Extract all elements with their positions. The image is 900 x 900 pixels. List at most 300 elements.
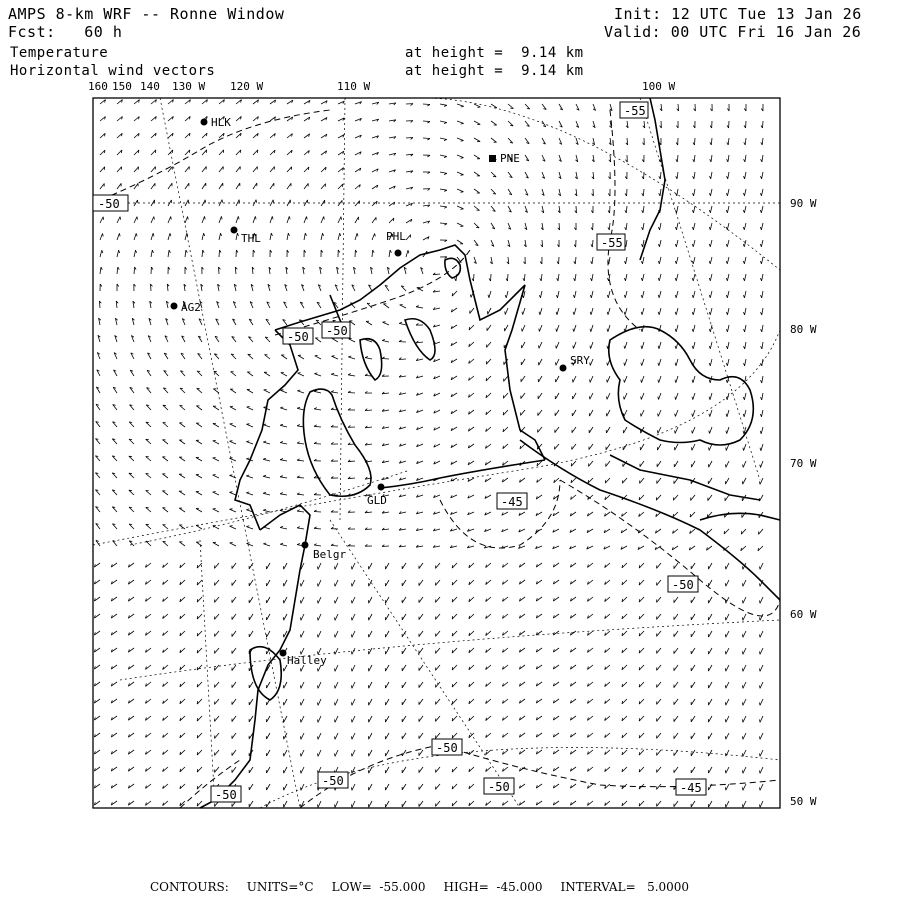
wind-vector-head [760, 465, 761, 468]
wind-vector-head [539, 345, 540, 348]
wind-vector-head [169, 250, 170, 253]
wind-vector [383, 322, 389, 325]
wind-vector [457, 121, 464, 123]
wind-vector-head [221, 233, 222, 236]
wind-vector-head [263, 543, 266, 544]
wind-vector [625, 342, 627, 349]
wind-vector-head [639, 599, 640, 602]
wind-vector [674, 563, 678, 569]
wind-vector-head [760, 634, 761, 637]
lon-label: 100 W [642, 80, 676, 93]
wind-vector [284, 784, 287, 790]
wind-vector [335, 750, 338, 756]
wind-vector [331, 392, 338, 393]
wind-vector-head [624, 278, 625, 281]
wind-vector-head [246, 441, 249, 442]
wind-vector-head [607, 295, 608, 298]
wind-vector-head [318, 685, 319, 688]
wind-vector [521, 359, 525, 365]
wind-vector [335, 597, 338, 603]
wind-vector-head [743, 448, 744, 451]
wind-vector-head [590, 346, 591, 349]
wind-vector-head [297, 407, 300, 408]
station-marker [201, 119, 208, 126]
wind-vector [743, 699, 746, 705]
wind-vector [761, 240, 763, 247]
wind-vector [369, 716, 372, 722]
wind-vector [117, 267, 118, 274]
wind-vector-head [675, 363, 676, 366]
wind-vector-head [726, 448, 727, 451]
wind-vector-head [607, 312, 608, 315]
wind-vector [151, 167, 156, 172]
wind-vector [419, 699, 423, 705]
wind-vector-head [743, 227, 744, 230]
wind-vector-head [272, 216, 273, 219]
wind-vector [213, 475, 219, 478]
wind-vector [117, 250, 119, 257]
wind-vector-head [452, 599, 453, 602]
wind-vector [284, 801, 287, 807]
wind-vector [301, 580, 304, 586]
wind-vector-head [469, 327, 470, 330]
wind-vector [743, 631, 746, 637]
wind-vector-head [709, 414, 710, 417]
wind-vector [693, 274, 695, 281]
high-label: HIGH= -45.000 [443, 880, 543, 894]
wind-vector [709, 631, 713, 637]
wind-vector [304, 183, 308, 189]
wind-vector-head [452, 667, 453, 670]
wind-vector-head [658, 244, 659, 247]
wind-vector-head [444, 123, 447, 124]
wind-vector [314, 512, 321, 513]
wind-vector [213, 458, 219, 461]
wind-vector [280, 443, 287, 444]
wind-vector-head [760, 685, 761, 688]
wind-vector [743, 665, 746, 671]
station-label: PNE [500, 152, 520, 165]
wind-vector-head [641, 312, 642, 315]
wind-vector [710, 410, 712, 417]
wind-vector [538, 427, 542, 432]
wind-vector [100, 267, 101, 274]
wind-vector-head [743, 244, 744, 247]
wind-vector-head [341, 217, 342, 220]
wind-vector-head [709, 397, 710, 400]
wind-vector [474, 172, 480, 176]
wind-vector [608, 308, 610, 315]
wind-vector [297, 460, 304, 461]
wind-vector [726, 665, 729, 671]
wind-vector [556, 342, 559, 348]
wind-vector [693, 393, 695, 400]
wind-vector [727, 410, 729, 417]
wind-vector-head [348, 374, 351, 375]
lon-label: 140 [140, 80, 160, 93]
wind-vector [284, 682, 287, 688]
wind-vector [402, 801, 406, 807]
wind-vector [297, 477, 304, 478]
wind-vector-head [726, 363, 727, 366]
wind-vector [219, 250, 220, 257]
wind-vector-head [743, 397, 744, 400]
wind-vector-head [709, 329, 710, 332]
wind-vector-head [305, 233, 306, 236]
wind-vector [440, 121, 447, 123]
wind-vector-head [375, 234, 376, 237]
wind-vector [710, 427, 713, 434]
wind-vector-head [477, 107, 480, 108]
wind-vector [386, 699, 390, 705]
wind-vector [352, 665, 355, 671]
lat-label: 90 W [790, 197, 817, 210]
wind-vector [640, 444, 644, 450]
wind-vector [230, 441, 236, 444]
wind-vector-head [444, 190, 447, 191]
wind-vector [386, 716, 390, 722]
wind-vector-head [639, 786, 640, 789]
wind-vector-head [365, 357, 368, 358]
wind-vector [284, 580, 287, 586]
field-label-wind: Horizontal wind vectors [10, 63, 216, 79]
wind-vector-head [318, 753, 319, 756]
wind-vector [318, 733, 321, 739]
wind-vector [727, 427, 729, 434]
wind-vector-head [675, 397, 676, 400]
wind-vector [592, 240, 593, 247]
wind-vector [675, 427, 678, 433]
wind-vector [179, 423, 185, 427]
wind-vector [642, 376, 645, 383]
wind-vector-head [297, 527, 300, 528]
wind-vector [213, 492, 219, 495]
wind-vector [508, 274, 509, 281]
wind-vector-head [280, 476, 283, 477]
wind-vector [760, 801, 763, 807]
wind-vector [402, 716, 406, 722]
wind-vector [762, 325, 763, 332]
wind-vector [572, 410, 576, 416]
wind-vector-head [452, 718, 453, 721]
wind-vector [253, 183, 257, 189]
wind-vector-head [726, 312, 727, 315]
wind-vector [249, 716, 253, 722]
wind-vector-head [240, 150, 241, 153]
wind-vector [281, 355, 287, 359]
wind-vector [762, 274, 763, 281]
wind-vector-head [761, 329, 762, 332]
wind-vector-head [573, 329, 574, 332]
wind-vector [267, 716, 271, 722]
wind-vector [423, 121, 430, 122]
wind-vector [487, 325, 491, 331]
wind-vector-head [641, 397, 642, 400]
wind-vector [335, 682, 338, 688]
wind-vector-head [163, 405, 166, 406]
wind-vector [474, 104, 480, 107]
wind-vector [745, 189, 747, 196]
wind-vector [659, 393, 662, 400]
wind-vector [589, 444, 593, 450]
station-label: THL [241, 232, 261, 245]
wind-vector-head [607, 363, 608, 366]
wind-vector-head [709, 227, 710, 230]
wind-vector [760, 733, 763, 739]
wind-vector-head [510, 125, 513, 126]
wind-vector [436, 614, 441, 619]
wind-vector [249, 631, 253, 637]
wind-vector [728, 308, 730, 315]
wind-vector [677, 223, 679, 230]
wind-vector [440, 223, 447, 224]
wind-vector [436, 733, 441, 738]
wind-vector [348, 393, 355, 394]
wind-vector [419, 784, 423, 790]
wind-vector [352, 716, 355, 722]
wind-vector [400, 305, 406, 308]
wind-vector [539, 342, 542, 348]
wind-vector [709, 614, 713, 620]
wind-vector [710, 342, 712, 349]
wind-vector-head [743, 414, 744, 417]
contour-legend [150, 880, 707, 894]
wind-vector [263, 510, 270, 512]
wind-vector-head [641, 329, 642, 332]
wind-vector-head [452, 650, 453, 653]
wind-vector [168, 183, 172, 189]
wind-vector-head [318, 702, 319, 705]
wind-vector-head [760, 617, 761, 620]
wind-vector [281, 373, 287, 376]
wind-vector-head [230, 492, 233, 493]
wind-vector-head [452, 803, 453, 806]
wind-vector-head [452, 786, 453, 789]
wind-vector [643, 189, 644, 196]
wind-vector-head [641, 278, 642, 281]
wind-vector-head [188, 217, 189, 220]
wind-vector [538, 410, 542, 416]
wind-vector [676, 274, 678, 281]
wind-vector [727, 359, 729, 366]
wind-vector [179, 440, 185, 444]
wind-vector-head [760, 600, 761, 603]
wind-vector [572, 427, 576, 433]
wind-vector-head [335, 736, 336, 739]
wind-vector [676, 359, 678, 366]
wind-vector [179, 474, 185, 478]
wind-vector-head [146, 541, 149, 542]
wind-vector-head [556, 295, 557, 298]
wind-vector [117, 233, 119, 240]
wind-vector [406, 250, 408, 257]
wind-vector [709, 580, 713, 586]
wind-vector [314, 545, 321, 546]
wind-vector-head [709, 363, 710, 366]
wind-vector-head [197, 650, 198, 653]
wind-vector [386, 733, 390, 739]
wind-vector-head [280, 424, 283, 425]
wind-vector-head [639, 752, 640, 755]
wind-vector [762, 410, 764, 417]
wind-vector-head [760, 651, 761, 654]
wind-vector [267, 733, 271, 739]
wind-vector [419, 716, 423, 722]
wind-vector [365, 358, 372, 359]
wind-vector [676, 291, 678, 298]
wind-vector [304, 217, 307, 224]
wind-vector-field [94, 100, 763, 808]
wind-vector [301, 614, 304, 620]
wind-vector [267, 563, 271, 569]
wind-vector [521, 393, 525, 399]
wind-vector-head [271, 233, 272, 236]
wind-vector [709, 665, 713, 671]
wind-vector [338, 217, 341, 223]
wind-vector [760, 716, 763, 722]
wind-vector-head [332, 356, 335, 357]
wind-vector [762, 138, 763, 145]
wind-vector [163, 440, 169, 444]
wind-vector [301, 716, 304, 722]
wind-vector [314, 426, 321, 427]
wind-vector [383, 304, 389, 308]
wind-vector-head [726, 295, 727, 298]
station-label: PHL [386, 230, 406, 243]
wind-vector [760, 699, 763, 705]
wind-vector [743, 614, 746, 620]
wind-vector-head [246, 458, 249, 459]
wind-vector-head [675, 295, 676, 298]
wind-vector [196, 458, 202, 462]
wind-vector-head [171, 217, 172, 220]
wind-vector [232, 665, 236, 671]
wind-vector [743, 648, 746, 654]
wind-vector [693, 342, 695, 349]
wind-vector [335, 699, 338, 705]
wind-vector-head [590, 379, 591, 382]
wind-vector [710, 308, 712, 315]
wind-vector [419, 682, 423, 688]
wind-vector [709, 444, 712, 450]
wind-vector [440, 189, 447, 190]
wind-vector-head [761, 397, 762, 400]
coats-land-coast [609, 327, 754, 445]
wind-vector [402, 648, 406, 654]
wind-vector [202, 250, 203, 257]
wind-vector-head [658, 278, 659, 281]
wind-vector [297, 391, 304, 393]
wind-vector-head [658, 227, 659, 230]
contour-label: -50 [436, 741, 458, 755]
wind-vector [219, 183, 223, 189]
wind-vector [100, 184, 104, 190]
wind-vector [659, 342, 661, 349]
wind-vector [657, 801, 661, 806]
wind-vector [196, 542, 202, 546]
wind-vector [590, 393, 593, 399]
wind-vector-head [744, 346, 745, 349]
wind-vector [389, 250, 390, 257]
wind-vector [304, 233, 305, 240]
wind-vector [196, 406, 202, 410]
wind-vector-head [297, 425, 300, 426]
wind-vector-head [230, 509, 233, 510]
wind-vector [745, 274, 747, 281]
wind-vector [726, 801, 729, 807]
wind-vector [230, 492, 237, 495]
wind-vector-head [760, 787, 761, 790]
wind-vector [270, 167, 275, 172]
wind-vector [657, 597, 661, 602]
wind-vector-head [760, 583, 761, 586]
contour-label: -50 [672, 578, 694, 592]
wind-vector [624, 410, 627, 416]
wind-vector-head [152, 250, 153, 253]
wind-vector-head [744, 329, 745, 332]
wind-vector [301, 597, 304, 603]
wind-vector [711, 155, 712, 162]
lat-label: 50 W [790, 795, 817, 808]
wind-vector [640, 461, 644, 467]
wind-vector [660, 172, 661, 179]
wind-vector [606, 444, 610, 450]
wind-vector [728, 189, 730, 196]
wind-vector-head [460, 209, 463, 210]
wind-vector-head [761, 176, 762, 179]
wind-vector [760, 631, 763, 637]
wind-vector [419, 733, 423, 739]
wind-vector [335, 580, 338, 586]
wind-vector [759, 529, 764, 534]
wind-vector [694, 206, 696, 213]
wind-vector-head [452, 684, 453, 687]
wind-vector [249, 614, 253, 620]
wind-vector-head [607, 396, 608, 399]
wind-vector-head [726, 278, 727, 281]
wind-vector [232, 597, 236, 603]
wind-vector-head [318, 736, 319, 739]
wind-vector-head [197, 667, 198, 670]
wind-vector-head [760, 193, 761, 196]
wind-vector [215, 699, 220, 704]
wind-vector [315, 338, 321, 342]
wind-vector-head [641, 295, 642, 298]
wind-vector [744, 206, 746, 213]
wind-vector [318, 597, 321, 603]
wind-vector [728, 172, 729, 179]
wind-vector [726, 648, 729, 654]
wind-vector-head [760, 431, 761, 434]
station-label: SRY [570, 354, 590, 367]
wind-vector [352, 614, 355, 620]
wind-vector [162, 457, 168, 461]
wind-vector [436, 648, 441, 653]
height-label-2: at height = 9.14 km [405, 63, 584, 79]
wind-vector-head [318, 583, 319, 586]
wind-vector [134, 267, 135, 274]
contour-label: -50 [488, 780, 510, 794]
wind-vector [249, 801, 253, 807]
wind-vector [284, 699, 287, 705]
wind-vector [352, 580, 355, 586]
wind-vector [297, 443, 304, 444]
wind-vector [382, 341, 389, 343]
wind-vector-head [675, 430, 676, 433]
wind-vector [314, 528, 321, 529]
contour-line [275, 250, 470, 335]
wind-vector [626, 223, 627, 230]
